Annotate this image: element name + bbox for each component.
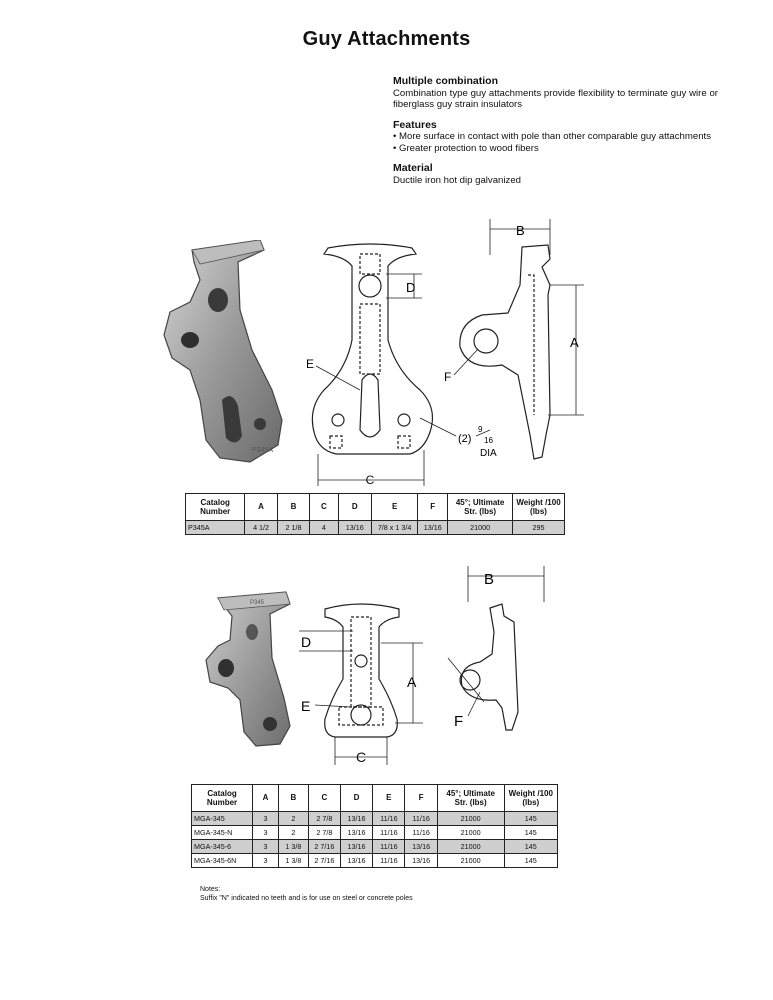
table-cell: 13/16 (340, 840, 372, 854)
table-cell: 2 7/8 (308, 812, 340, 826)
spec-table-p345a (185, 493, 565, 535)
table-cell: 13/16 (338, 521, 371, 535)
front-view-drawing-p345a (300, 240, 440, 490)
hole-qty: (2) (458, 433, 472, 445)
side-view-drawing-mga345 (440, 562, 560, 742)
table-cell: 11/16 (373, 826, 405, 840)
table-row (192, 840, 558, 854)
dim-label-e: E (306, 357, 315, 371)
table-cell: 145 (504, 854, 557, 868)
col-header: F (418, 494, 448, 521)
col-header: A (245, 494, 277, 521)
table-cell: 2 7/16 (308, 854, 340, 868)
table-cell: 11/16 (373, 854, 405, 868)
table-cell: 2 (278, 826, 308, 840)
col-header: F (405, 785, 437, 812)
catalog-number-cell: MGA-345-6 (192, 840, 253, 854)
table-cell: 1 3/8 (278, 840, 308, 854)
col-header: 45°; Ultimate Str. (lbs) (437, 785, 504, 812)
table-cell: 11/16 (405, 826, 437, 840)
table-cell: 145 (504, 840, 557, 854)
table-cell: 4 1/2 (245, 521, 277, 535)
table-header-row (192, 785, 558, 812)
page-title: Guy Attachments (302, 28, 471, 50)
table-cell: 145 (504, 826, 557, 840)
dim-label-a: A (570, 335, 579, 350)
table-cell: 2 7/16 (308, 840, 340, 854)
catalog-number-cell: MGA-345-6N (192, 854, 253, 868)
table-cell: 295 (512, 521, 564, 535)
front-view-drawing-mga345 (295, 595, 435, 775)
table-row (186, 521, 565, 535)
table-cell: 11/16 (373, 812, 405, 826)
notes-text: Suffix "N" indicated no teeth and is for use on steel or concrete poles (200, 895, 413, 902)
table-cell: 13/16 (340, 854, 372, 868)
photo-mark: P345 (250, 600, 265, 606)
table-cell: 21000 (437, 812, 504, 826)
section-material (393, 163, 718, 186)
table-cell: 3 (253, 840, 279, 854)
table-row (192, 812, 558, 826)
dim-label-a: A (407, 674, 417, 690)
table-cell: 3 (253, 812, 279, 826)
table-cell: 145 (504, 812, 557, 826)
col-header: D (340, 785, 372, 812)
table-cell: 13/16 (340, 812, 372, 826)
table-cell: 13/16 (340, 826, 372, 840)
hole-unit: DIA (480, 448, 497, 459)
section-features (393, 120, 718, 155)
table-row (192, 854, 558, 868)
col-header: B (278, 785, 308, 812)
dim-label-e: E (301, 698, 311, 714)
table-cell: 3 (253, 854, 279, 868)
table-cell: 21000 (437, 854, 504, 868)
table-cell: 13/16 (418, 521, 448, 535)
notes-block (200, 885, 413, 903)
dim-label-b: B (484, 571, 495, 588)
col-header: Catalog Number (186, 494, 245, 521)
section-multiple (393, 76, 718, 111)
feature-item: • More surface in contact with pole than other comparable guy attachments (393, 131, 711, 142)
col-header: D (338, 494, 371, 521)
product-photo-p345a (160, 240, 295, 470)
table-row (192, 826, 558, 840)
table-cell: 4 (310, 521, 338, 535)
dim-label-f: F (454, 713, 464, 730)
description-block (393, 76, 718, 195)
product-photo-mga345 (200, 588, 300, 748)
dim-label-c: C (355, 749, 367, 765)
col-header: C (310, 494, 338, 521)
table-cell: 21000 (437, 840, 504, 854)
table-cell: 3 (253, 826, 279, 840)
col-header: Catalog Number (192, 785, 253, 812)
table-cell: 1 3/8 (278, 854, 308, 868)
section-text: Combination type guy attachments provide flexibility to terminate guy wire or fiberglass guy strain insulators (393, 87, 718, 110)
table-cell: 11/16 (405, 812, 437, 826)
dim-label-d: D (406, 280, 416, 295)
dim-label-b: B (516, 223, 525, 238)
catalog-number-cell: MGA-345 (192, 812, 253, 826)
section-text: Ductile iron hot dip galvanized (393, 174, 521, 186)
col-header: C (308, 785, 340, 812)
hole-den: 16 (484, 436, 493, 445)
table-cell: 13/16 (405, 854, 437, 868)
col-header: E (373, 785, 405, 812)
col-header: Weight /100 (lbs) (512, 494, 564, 521)
table-cell: 2 7/8 (308, 826, 340, 840)
photo-mark: P345A (252, 447, 274, 454)
table-cell: 2 (278, 812, 308, 826)
col-header: 45°; Ultimate Str. (lbs) (448, 494, 513, 521)
dim-label-c: C (365, 473, 375, 487)
col-header: A (253, 785, 279, 812)
table-header-row (186, 494, 565, 521)
hole-num: 9 (478, 425, 483, 434)
catalog-number-cell: P345A (186, 521, 245, 535)
section-heading: Material (393, 162, 433, 174)
catalog-number-cell: MGA-345-N (192, 826, 253, 840)
spec-table-mga345 (191, 784, 558, 868)
table-cell: 2 1/8 (277, 521, 309, 535)
col-header: E (371, 494, 417, 521)
table-cell: 7/8 x 1 3/4 (371, 521, 417, 535)
table-cell: 21000 (448, 521, 513, 535)
table-cell: 11/16 (373, 840, 405, 854)
section-heading: Features (393, 118, 437, 131)
dim-label-f: F (444, 370, 452, 384)
section-heading: Multiple combination (393, 75, 498, 87)
dim-label-d: D (301, 634, 312, 650)
feature-item: • Greater protection to wood fibers (393, 142, 539, 154)
side-view-drawing-p345a (438, 215, 588, 465)
table-cell: 13/16 (405, 840, 437, 854)
table-cell: 21000 (437, 826, 504, 840)
notes-heading: Notes: (200, 886, 221, 893)
col-header: Weight /100 (lbs) (504, 785, 557, 812)
col-header: B (277, 494, 309, 521)
